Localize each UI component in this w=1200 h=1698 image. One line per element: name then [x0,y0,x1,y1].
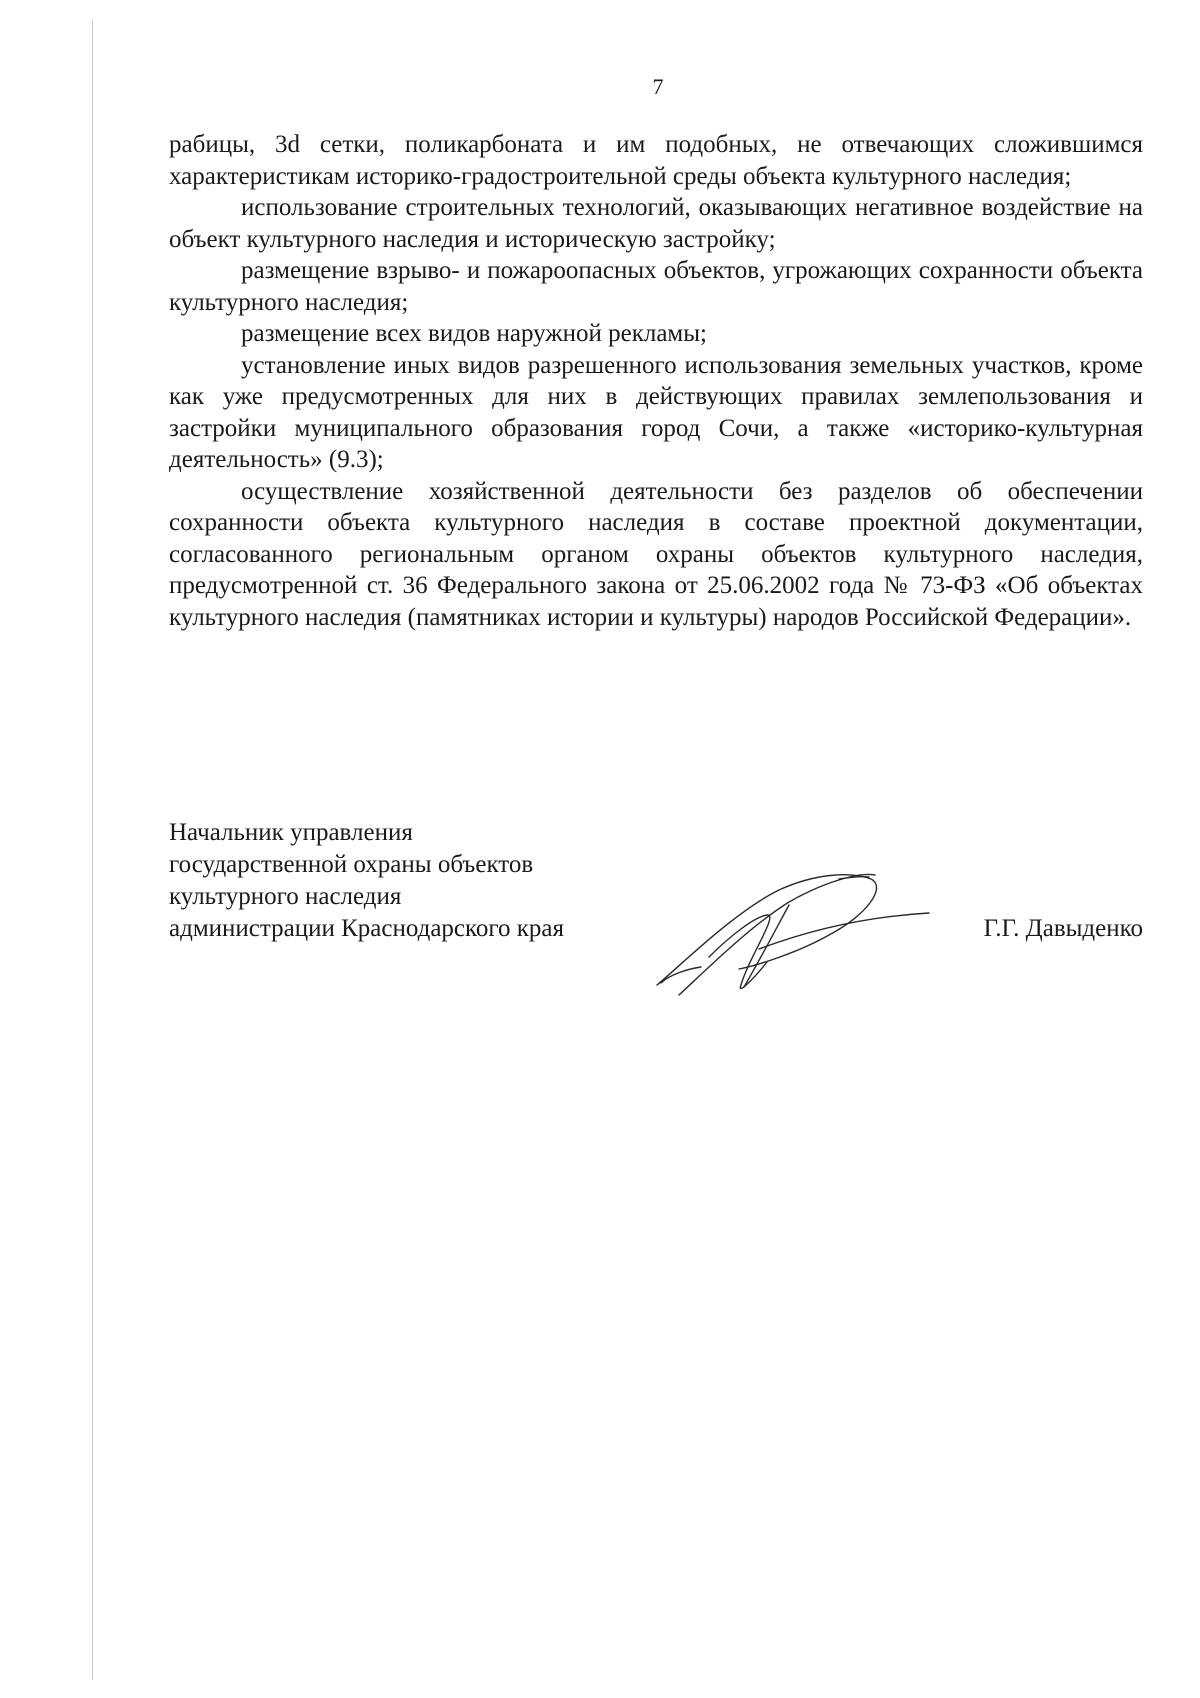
document-body [169,129,1143,633]
signatory-title-line: культурного наследия [169,883,402,910]
signatory-title-line: администрации Краснодарского края [169,915,565,942]
body-paragraph: осуществление хозяйственной деятельности без разделов об обеспечении сохранности объекта культурного наследия в составе проектной документации, согласованного региональным органом охраны объектов культурного наследия, предусмотренной ст. 36 Федерального закона от 25.06.2002 года № 73-ФЗ «Об объектах культурного наследия (памятниках истории и культуры) народов Российской Федерации». [169,477,1143,631]
handwritten-signature [639,857,939,997]
body-paragraph: установление иных видов разрешенного использования земельных участков, кроме как уже предусмотренных для них в действующих правилах землепользования и застройки муниципального образования город Сочи, а также «историко-культурная деятельность» (9.3); [169,351,1143,473]
signature-block [169,817,1143,997]
body-paragraph: размещение взрыво- и пожароопасных объектов, угрожающих сохранности объекта культурного наследия; [169,257,1143,316]
body-paragraph: размещение всех видов наружной рекламы; [241,320,707,347]
body-paragraph: рабицы, 3d сетки, поликарбоната и им подобных, не отвечающих сложившимся характеристикам историко-градостроительной среды объекта культурного наследия; [169,131,1143,190]
signatory-name: Г.Г. Давыденко [983,915,1143,942]
signatory-title-line: Начальник управления [169,819,413,846]
page-number: 7 [652,74,664,99]
signatory-title-line: государственной охраны объектов [169,851,534,878]
body-paragraph: использование строительных технологий, оказывающих негативное воздействие на объект культурного наследия и историческую застройку; [169,194,1143,253]
scan-page-edge [92,20,93,1680]
